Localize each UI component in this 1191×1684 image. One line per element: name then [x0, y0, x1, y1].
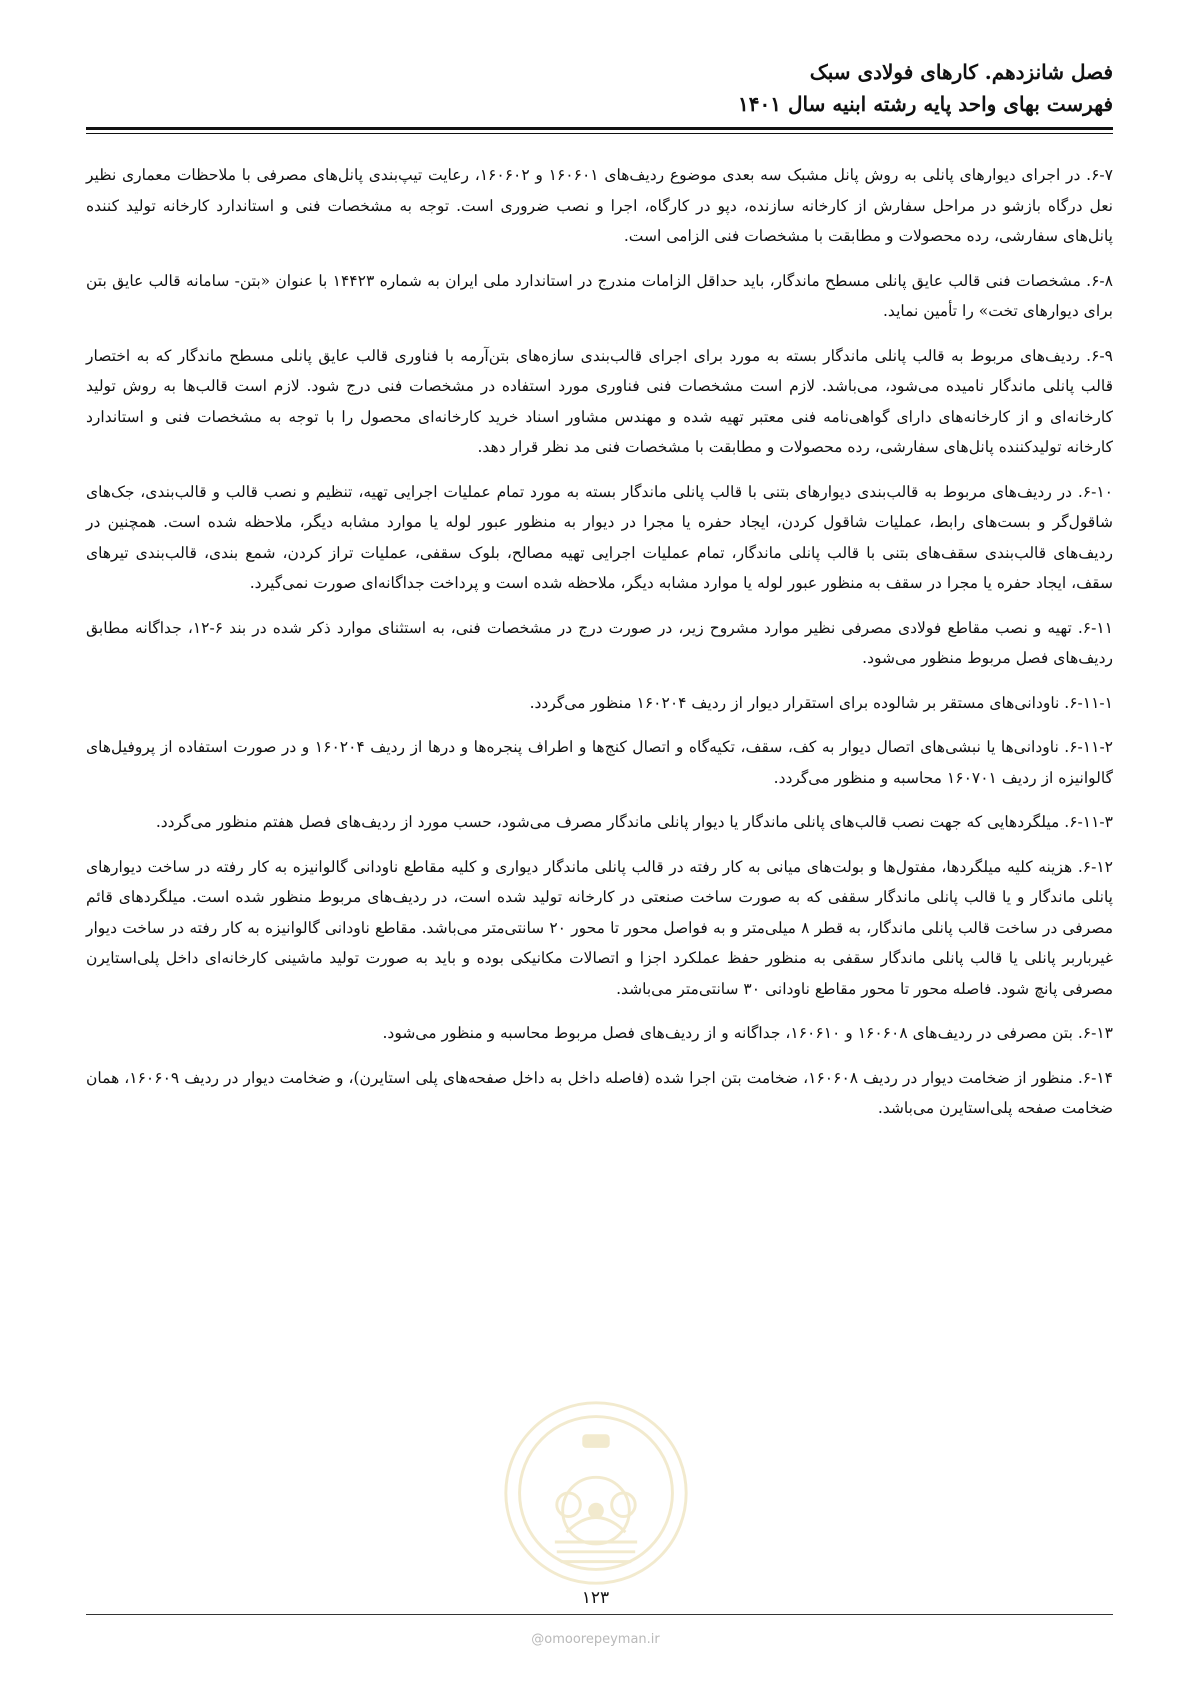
footer-website: @omoorepeyman.ir	[531, 1632, 660, 1647]
paragraph-6-11-3: ۶-۱۱-۳. میلگردهایی که جهت نصب قالب‌های پانلی ماندگار یا دیوار پانلی ماندگار مصرف می‌شود، حسب مورد از ردیف‌های فصل هفتم منظور می‌گردد.	[155, 813, 1113, 831]
watermark-seal-icon	[498, 1395, 694, 1591]
page-number: ۱۲۳	[581, 1588, 610, 1608]
page-header	[83, 56, 1113, 120]
paragraph-6-7: ۶-۷. در اجرای دیوارهای پانلی به روش پانل مشبک سه بعدی موضوع ردیف‌های ۱۶۰۶۰۱ و ۱۶۰۶۰۲، رعایت تیپ‌بندی پانل‌های مصرفی با ملاحظات معماری نظیر نعل درگاه بازشو در مراحل سفارش از کارخانه سازنده، دپو در کارگاه، اجرا و نصب ضروری است. توجه به مشخصات فنی و استاندارد کارخانه تولید کننده پانل‌های سفارشی، رده محصولات و مطابقت با مشخصات فنی الزامی است.	[86, 166, 1113, 245]
paragraph-6-9: ۶-۹. ردیف‌های مربوط به قالب پانلی ماندگار بسته به مورد برای اجرای قالب‌بندی سازه‌های بتن‌آرمه با فناوری قالب عایق پانلی مسطح ماندگار که به اختصار قالب پانلی ماندگار نامیده می‌شود، می‌باشد. لازم است مشخصات فنی فناوری مورد استفاده در مشخصات فنی درج شود. لازم است قالب‌ها به روش تولید کارخانه‌ای و از کارخانه‌های دارای گواهی‌نامه فنی معتبر تهیه شده و مهندس مشاور اسناد خرید کارخانه‌ای محصول را با توجه به مشخصات فنی و استاندارد کارخانه تولیدکننده پانل‌های سفارشی، رده محصولات و مطابقت با مشخصات فنی مد نظر قرار دهد.	[86, 346, 1113, 456]
paragraph-6-11: ۶-۱۱. تهیه و نصب مقاطع فولادی مصرفی نظیر موارد مشروح زیر، در صورت درج در مشخصات فنی، به استثنای موارد ذکر شده در بند ۶-۱۲، جداگانه مطابق ردیف‌های فصل مربوط منظور می‌شود.	[86, 618, 1114, 667]
paragraph-6-14: ۶-۱۴. منظور از ضخامت دیوار در ردیف ۱۶۰۶۰۸، ضخامت بتن اجرا شده (فاصله داخل به داخل صفحه‌های پلی استایرن)، و ضخامت دیوار در ردیف ۱۶۰۶۰۹، همان ضخامت صفحه پلی‌استایرن می‌باشد.	[86, 1068, 1114, 1117]
paragraph-6-10: ۶-۱۰. در ردیف‌های مربوط به قالب‌بندی دیوارهای بتنی با قالب پانلی ماندگار بسته به مورد تمام عملیات اجرایی تهیه، تنظیم و نصب قالب و قالب‌بندی، جک‌های شاقول‌گر و بست‌های رابط، عملیات شاقول کردن، ایجاد حفره یا مجرا در دیوار به منظور عبور لوله یا موارد مشابه دیگر، ملاحظه شده است. همچنین در ردیف‌های قالب‌بندی سقف‌های بتنی با قالب پانلی ماندگار، تمام عملیات اجرایی تهیه مصالح، بلوک سقفی، عملیات تراز کردن، شمع بندی، قالب‌بندی تیرهای سقف، ایجاد حفره یا مجرا در سقف به منظور عبور لوله یا موارد مشابه دیگر، ملاحظه شده است و پرداخت جداگانه‌ای صورت نمی‌گیرد.	[86, 482, 1113, 592]
paragraph-6-11-1: ۶-۱۱-۱. ناودانی‌های مستقر بر شالوده برای استقرار دیوار از ردیف ۱۶۰۲۰۴ منظور می‌گردد.	[529, 693, 1113, 712]
header-rule-thin	[86, 133, 1113, 134]
paragraph-6-8: ۶-۸. مشخصات فنی قالب عایق پانلی مسطح ماندگار، باید حداقل الزامات مندرج در استاندارد ملی ایران به شماره ۱۴۴۲۳ با عنوان «بتن- سامانه قالب عایق بتن برای دیوارهای تخت» را تأمین نماید.	[86, 271, 1113, 320]
footer-rule	[86, 1614, 1113, 1615]
paragraph-6-11-2: ۶-۱۱-۲. ناودانی‌ها یا نبشی‌های اتصال دیوار به کف، سقف، تکیه‌گاه و اتصال کنج‌ها و اطراف پنجره‌ها و درها از ردیف ۱۶۰۲۰۴ و در صورت استفاده از پروفیل‌های گالوانیزه از ردیف ۱۶۰۷۰۱ محاسبه و منظور می‌گردد.	[86, 738, 1114, 787]
header-rule-thick	[86, 127, 1113, 130]
paragraph-6-13: ۶-۱۳. بتن مصرفی در ردیف‌های ۱۶۰۶۰۸ و ۱۶۰۶۱۰، جداگانه و از ردیف‌های فصل مربوط محاسبه و منظور می‌شود.	[382, 1024, 1113, 1042]
document-title: فهرست بهای واحد پایه رشته ابنیه سال ۱۴۰۱	[738, 92, 1113, 116]
document-body	[86, 160, 1113, 1138]
paragraph-6-12: ۶-۱۲. هزینه کلیه میلگردها، مفتول‌ها و بولت‌های میانی به کار رفته در قالب پانلی ماندگار دیواری و کلیه مقاطع ناودانی گالوانیزه به کار رفته در ساخت دیوارهای پانلی ماندگار و یا قالب پانلی ماندگار سقفی که به صورت ساخت صنعتی در کارخانه تولید شده است، در ردیف‌های مربوط منظور شده است. میلگردهای قائم مصرفی در ساخت قالب پانلی ماندگار، به قطر ۸ میلی‌متر و به فواصل محور تا محور ۲۰ سانتی‌متر می‌باشد. مقاطع ناودانی گالوانیزه به کار رفته در ساخت دیوار غیرباربر پانلی یا قالب پانلی ماندگار سقفی به منظور حفظ عملکرد اجزا و اتصالات مکانیکی بوده و باید به صورت تولید ماشینی کارخانه‌ای داخل پلی‌استایرن مصرفی پانچ شود. فاصله محور تا محور مقاطع ناودانی ۳۰ سانتی‌متر می‌باشد.	[86, 857, 1113, 998]
chapter-title: فصل شانزدهم. کارهای فولادی سبک	[809, 60, 1113, 84]
